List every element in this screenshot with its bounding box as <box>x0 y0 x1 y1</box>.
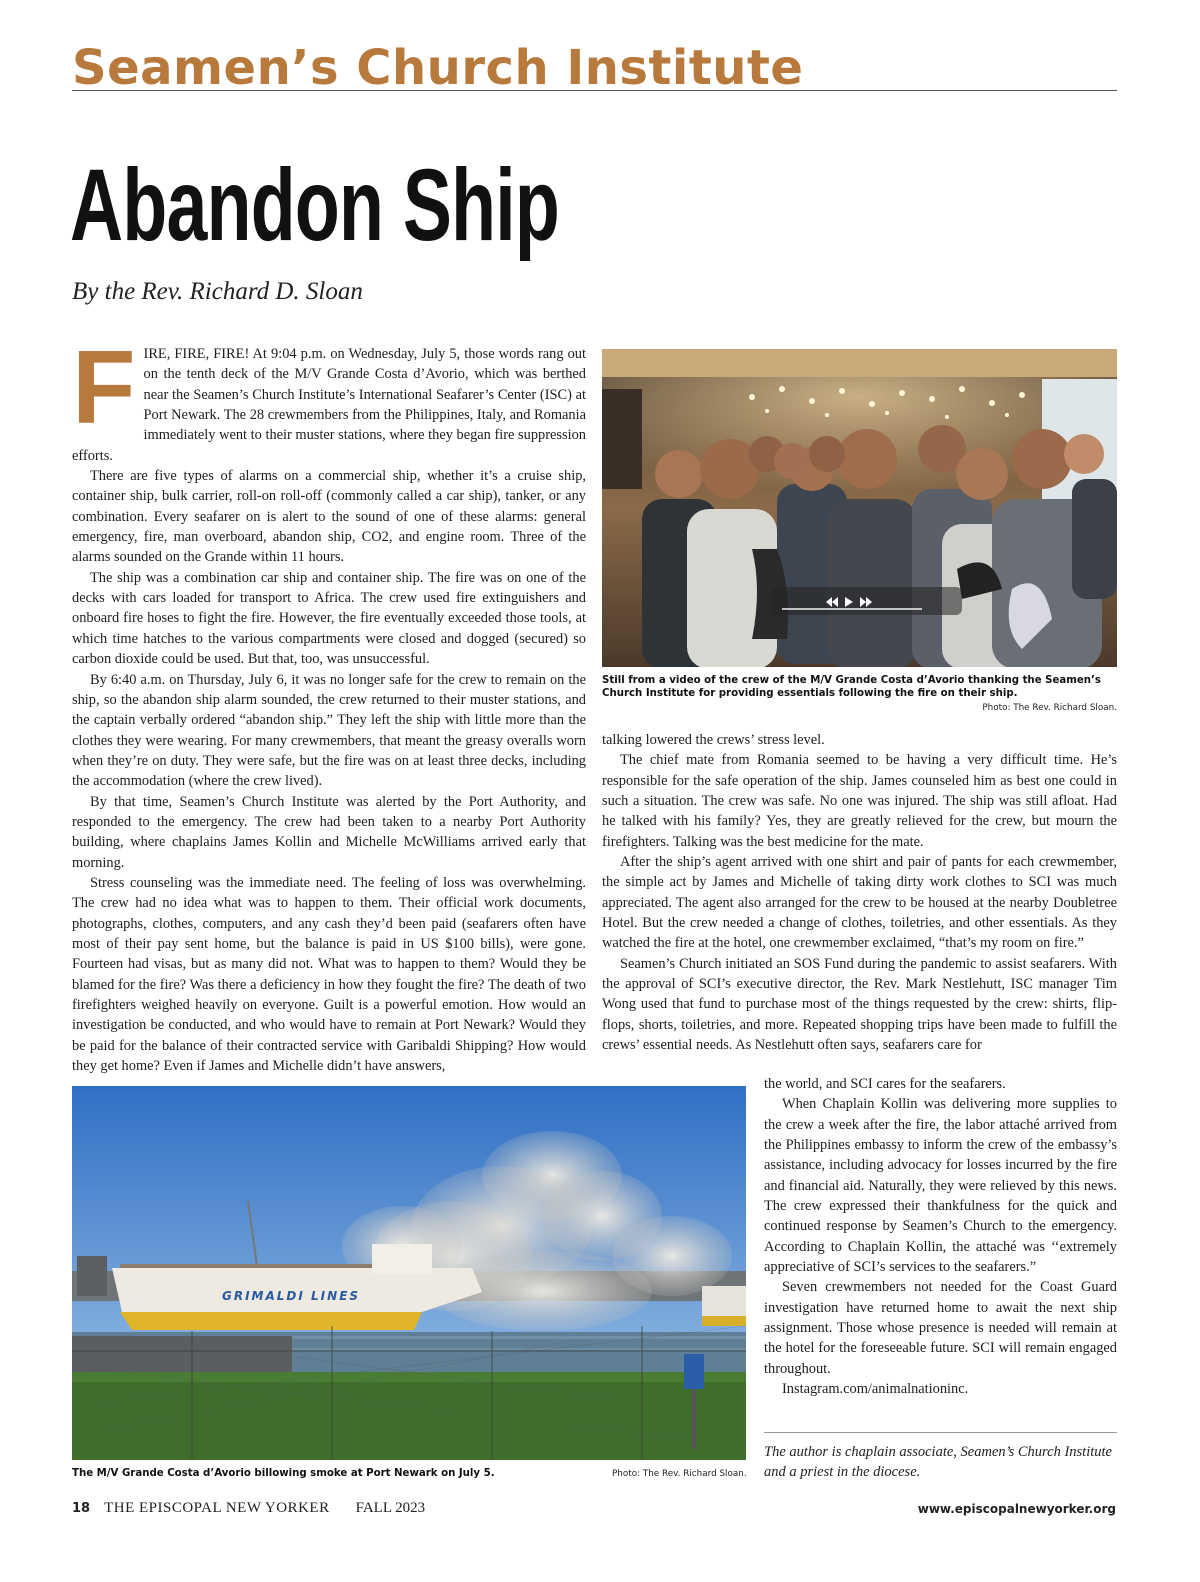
author-note: The author is chaplain associate, Seamen’s Church Institute and a priest in the diocese. <box>764 1444 1112 1480</box>
paragraph <box>72 330 586 466</box>
website-url: www.episcopalnewyorker.org <box>917 1502 1116 1516</box>
paragraph: By 6:40 a.m. on Thursday, July 6, it was no longer safe for the crew to remain on the ship, so the abandon ship alarm sounded, the crew returned to their muster stations, and the captain verbally ordered “abandon ship.” They left the ship with little more than the clothes they were wearing. For many crewmembers, that meant the greasy overalls worn when they’re on duty. They were safe, but the fire was on at least three decks, including the accommodation (where the crew lived). <box>72 671 586 790</box>
paragraph: When Chaplain Kollin was delivering more supplies to the crew a week after the fire, the labor attaché arrived from the Philippines embassy to inform the crew of the embassy’s assistance, including advocacy for losses incurred by the fire and financial aid. Naturally, they were relieved by this news. The crew expressed their thankfulness for the quick and continued response by Seamen’s Church to the emergency. According to Chaplain Kollin, the attaché was ‘‘extremely appreciative of SCI’s services to the seafarers.” <box>764 1096 1117 1276</box>
section-title: Seamen’s Church Institute <box>72 40 804 96</box>
ship-photo-caption: The M/V Grande Costa d’Avorio billowing smoke at Port Newark on July 5. <box>72 1468 495 1479</box>
crew-photo-caption: Still from a video of the crew of the M/V Grande Costa d’Avorio thanking the Seamen’s Church Institute for providing essentials following the fire on their ship. <box>602 675 1101 699</box>
ship-photo-credit: Photo: The Rev. Richard Sloan. <box>612 1469 747 1479</box>
ship-photo <box>72 1086 746 1460</box>
publication-name: THE EPISCOPAL NEW YORKER <box>104 1500 330 1516</box>
paragraph: talking lowered the crews’ stress level. <box>602 732 825 748</box>
paragraph: Seamen’s Church initiated an SOS Fund during the pandemic to assist seafarers. With the approval of SCI’s executive director, the Rev. Mark Nestlehutt, ISC manager Tim Wong used that fund to purchase most of the things requested by the crew: shirts, flip-flops, shorts, toiletries, and more. Repeated shopping trips have been made to fulfill the crews’ essential needs. As Nestlehutt often says, seafarers care for <box>602 955 1117 1054</box>
byline: By the Rev. Richard D. Sloan <box>72 278 363 305</box>
ship-hull-text: GRIMALDI LINES <box>222 1289 361 1303</box>
paragraph: Stress counseling was the immediate need. The feeling of loss was overwhelming. The crew had no idea what was to happen to them. Their official work documents, photographs, clothes, computers, and any cash they’d been paid (seafarers often have most of their pay sent home, but the balance is paid in US $100 bills), were gone. Fourteen had visas, but as many did not. What was to happen to them? Would they be blamed for the fire? Was there a deficiency in how they fought the fire? The death of two firefighters weighed heavily on everyone. Guilt is a powerful emotion. How would an investigation be conducted, and who would have to remain at Port Newark? Would they be paid for the balance of their contracted service with Garibaldi Shipping? How would they get home? Even if James and Michelle didn’t have answers, <box>72 874 586 1075</box>
paragraph-text: IRE, FIRE, FIRE! At 9:04 p.m. on Wednesday, July 5, those words rang out on the tenth deck of the M/V Grande Costa d’Avorio, which was berthed near the Seamen’s Church Institute’s International Seafarer’s Center (ISC) at Port Newark. The 28 crewmembers from the Philippines, Italy, and Romania immediately went to their muster stations, where they began fire suppression efforts. <box>72 346 586 464</box>
issue-label: FALL 2023 <box>355 1500 426 1516</box>
crew-photo-credit: Photo: The Rev. Richard Sloan. <box>982 703 1117 713</box>
paragraph: Instagram.com/animalnationinc. <box>782 1381 969 1398</box>
section-rule <box>72 90 1117 91</box>
crew-photo <box>602 349 1117 667</box>
article-column-2 <box>602 730 1117 1056</box>
author-note-rule <box>764 1432 1117 1433</box>
page-number: 18 <box>72 1501 91 1516</box>
article-column-1 <box>72 330 586 1076</box>
paragraph: There are five types of alarms on a commercial ship, whether it’s a cruise ship, container ship, bulk carrier, roll-on roll-off (commonly called a car ship), tanker, or any combination. Every seafarer on is alert to the sound of one of these alarms: general emergency, fire, man overboard, abandon ship, CO2, and engine room. Three of the alarms sounded on the Grande within 11 hours. <box>72 468 586 566</box>
headline: Abandon Ship <box>70 148 560 262</box>
paragraph: Seven crewmembers not needed for the Coast Guard investigation have returned home to await the next ship assignment. Those whose presence is needed will remain at the hotel for the foreseeable future. SCI will remain engaged throughout. <box>764 1279 1117 1377</box>
paragraph: The chief mate from Romania seemed to be having a very difficult time. He’s responsible for the safe operation of the ship. James counseled him as best one could in such a situation. The crew was safe. No one was injured. The ship was still afloat. Had he talked with his family? Yes, they are greatly relieved for the crew, but mourn the firefighters. Talking was the best medicine for the mate. <box>602 752 1117 850</box>
drop-cap: F <box>72 330 136 446</box>
paragraph: the world, and SCI cares for the seafarers. <box>764 1076 1006 1092</box>
paragraph: By that time, Seamen’s Church Institute was alerted by the Port Authority, and responded to the emergency. The crew had been taken to a nearby Port Authority building, where chaplains James Kollin and Michelle McWilliams arrived early that morning. <box>72 793 586 871</box>
footer-left <box>72 1500 425 1517</box>
article-column-2-continued <box>764 1074 1117 1400</box>
paragraph: The ship was a combination car ship and container ship. The fire was on one of the decks with cars loaded for transport to Africa. The crew used fire extinguishers and onboard fire hoses to fight the fire. However, the fire eventually exceeded those tools, at which time hatches to the various compartments were closed and dogged (secured) so carbon dioxide could be used. But that, too, was unsuccessful. <box>72 569 586 668</box>
paragraph: After the ship’s agent arrived with one shirt and pair of pants for each crewmember, the simple act by James and Michelle of taking dirty work clothes to SCI was much appreciated. The agent also arranged for the crew to be housed at the nearby Doubletree Hotel. But the crew needed a change of clothes, toiletries, and other essentials. As they watched the fire at the hotel, one crewmember exclaimed, “that’s my room on fire.” <box>602 854 1117 952</box>
